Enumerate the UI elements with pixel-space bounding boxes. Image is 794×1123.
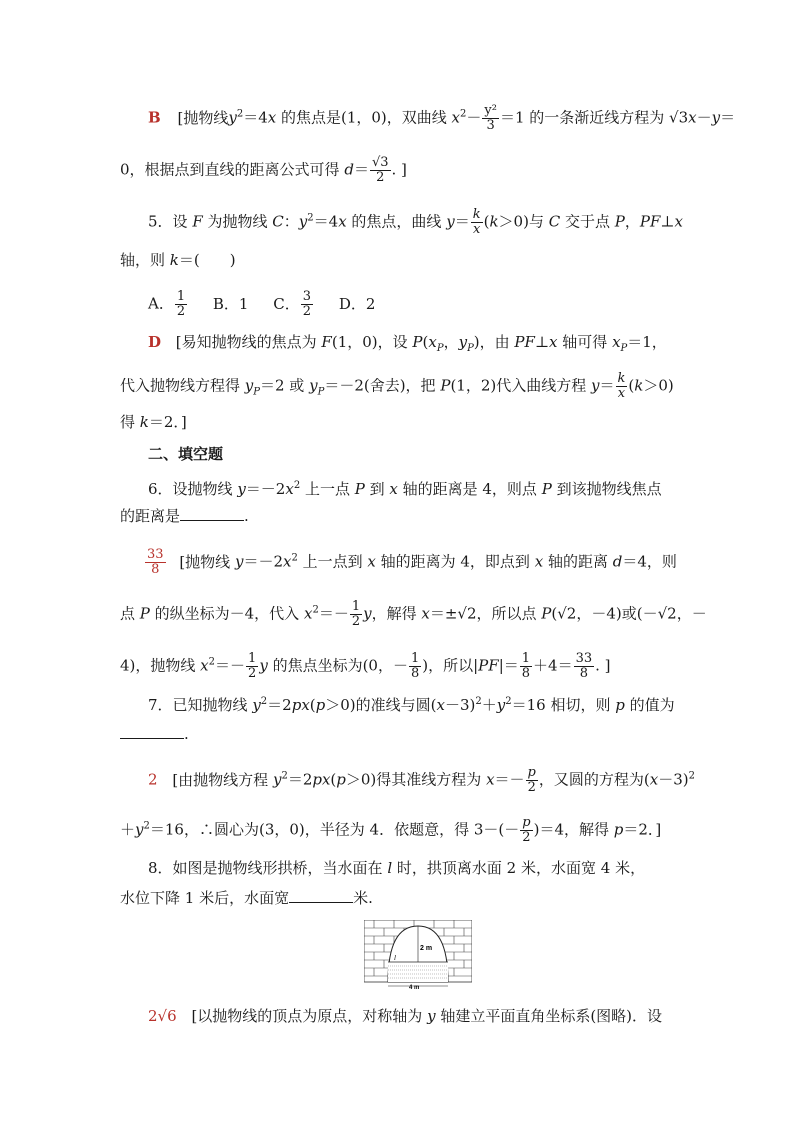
text: 2: [460, 108, 467, 120]
text: [易知抛物线的焦点为: [175, 333, 322, 351]
text: y: [259, 656, 268, 675]
text: y: [228, 108, 237, 127]
fraction: [520, 652, 532, 681]
fraction-numerator: 1: [248, 651, 257, 666]
text: 米.: [353, 889, 373, 907]
text: 轴的距离是 4，则点: [397, 480, 542, 498]
text: PF: [639, 212, 661, 231]
text: x: [436, 696, 445, 714]
fraction-numerator: 1: [410, 651, 420, 666]
fraction-denominator: 2: [522, 830, 531, 845]
height-label: 2 m: [420, 945, 433, 952]
fraction-denominator: 2: [176, 304, 186, 319]
text: x: [367, 552, 376, 571]
text: 轴可得: [557, 333, 613, 351]
text: x: [451, 108, 460, 127]
line-7: [120, 372, 674, 403]
fraction: [370, 156, 391, 185]
text: y: [244, 376, 254, 395]
fraction-numerator: p: [527, 765, 536, 780]
text: x: [389, 480, 398, 498]
text: (: [483, 212, 490, 231]
text: x: [285, 480, 294, 498]
option-c: C．: [273, 294, 300, 313]
text: 得: [120, 413, 140, 431]
text: ＝: [454, 212, 470, 231]
text: ，: [443, 333, 459, 351]
text: 轴，则: [120, 251, 170, 269]
answer-7-line-2: [120, 816, 661, 845]
text: x: [649, 770, 659, 789]
text: P: [354, 480, 365, 498]
answer-label: B: [148, 108, 161, 127]
text: －3): [658, 770, 689, 789]
text: ＝4，解得: [539, 820, 614, 839]
question-8-cont: [120, 888, 373, 908]
fraction-denominator: 2: [376, 170, 385, 185]
answer-6: [144, 548, 677, 577]
question-5: [148, 208, 683, 237]
fraction-numerator: 1: [176, 289, 186, 304]
answer-blank[interactable]: [289, 888, 353, 903]
text: 点: [120, 604, 140, 623]
text: PF: [514, 333, 535, 351]
heading-text: 二、填空题: [148, 445, 224, 463]
text: ＝16，∴圆心为(3，0)，半径为 4．依题意，得 3－: [149, 820, 499, 839]
text: x: [303, 604, 313, 623]
text: |＝: [498, 656, 519, 675]
text: P: [467, 343, 474, 354]
fraction-denominator: 8: [521, 666, 531, 681]
text: y: [711, 108, 721, 127]
fraction: [482, 104, 499, 133]
question-6: [148, 476, 662, 499]
text: P: [317, 386, 325, 398]
text: 的纵坐标为－4，代入: [149, 604, 304, 623]
fraction-numerator: k: [617, 371, 626, 386]
fraction: [301, 290, 313, 319]
text: y: [446, 212, 455, 231]
text: 的焦点坐标为: [267, 656, 363, 675]
answer-label: 2: [148, 770, 158, 789]
text: x: [421, 604, 430, 623]
text: C: [548, 212, 561, 231]
text: 7．已知抛物线: [148, 696, 253, 714]
text: 上一点: [300, 480, 355, 498]
text: P: [412, 333, 423, 351]
text: y: [427, 1007, 436, 1025]
answer-blank[interactable]: [120, 724, 184, 739]
text: P: [541, 480, 552, 498]
text: x: [282, 552, 292, 571]
question-7: [148, 692, 675, 715]
text: ＝±√2，所以点: [429, 604, 542, 623]
answer-label: D: [148, 333, 162, 351]
text: x: [486, 770, 495, 789]
section-heading: [148, 444, 223, 464]
text: l: [387, 859, 393, 877]
line-1: [148, 104, 735, 133]
text: (: [628, 376, 635, 395]
text: [由抛物线方程: [172, 770, 273, 789]
text: )，所以|: [422, 656, 479, 675]
text: (√2，－4)或(－√2，－: [551, 604, 707, 623]
text: ＝2 或: [260, 376, 310, 395]
text: 2: [475, 696, 482, 707]
text: y: [309, 376, 318, 395]
text: ): [533, 820, 540, 839]
text: P: [614, 212, 625, 231]
text: －3): [444, 696, 476, 714]
fraction: [471, 208, 483, 237]
text: 轴的距离: [543, 552, 613, 571]
text: 2: [688, 770, 695, 782]
fraction-numerator: 33: [147, 547, 164, 562]
text: ＝2: [267, 696, 292, 714]
text: . ]: [391, 160, 407, 179]
fraction-denominator: 8: [579, 666, 588, 681]
text: ＝2．]: [623, 820, 662, 839]
text: ＝1，: [627, 333, 667, 351]
text: x: [338, 212, 347, 231]
answer-blank[interactable]: [180, 506, 244, 521]
text: (: [309, 696, 316, 714]
fraction: [409, 652, 421, 681]
answer-8: [148, 1006, 662, 1026]
text: y: [298, 212, 308, 231]
text: 5．设: [148, 212, 193, 231]
text: d: [612, 552, 623, 571]
text: 2: [312, 604, 319, 616]
text: ＞0)的准线与圆(: [325, 696, 437, 714]
text: －: [696, 108, 712, 127]
fraction: [526, 766, 538, 795]
answer-label: 2√6: [148, 1007, 177, 1025]
fraction-numerator: k: [472, 207, 481, 222]
text: ＋4＝: [533, 656, 573, 675]
text: x: [612, 333, 621, 351]
fraction: [350, 600, 362, 629]
text: ，解得: [371, 604, 422, 623]
text: x: [267, 108, 277, 127]
option-a: A．: [148, 294, 174, 313]
answer-6-line-3: [120, 652, 611, 681]
text: x: [688, 108, 697, 127]
text: ＝－: [494, 770, 525, 789]
text: [抛物线: [179, 552, 235, 571]
fraction: [246, 652, 258, 681]
text: P: [541, 604, 552, 623]
text: 到该抛物线焦点: [551, 480, 662, 498]
text: p: [315, 696, 326, 714]
text: ＞0): [643, 376, 674, 395]
text: ＝16 相切，则: [511, 696, 616, 714]
text: ＝－: [318, 604, 349, 623]
text: P: [253, 386, 260, 398]
text: 代入抛物线方程得: [120, 376, 245, 395]
text: y: [363, 604, 372, 623]
text: P: [440, 376, 451, 395]
text: p: [336, 770, 346, 789]
text: (0，－: [362, 656, 408, 675]
text: 0，根据点到直线的距离公式可得: [120, 160, 345, 179]
text: ＝－2: [245, 480, 286, 498]
text: x: [534, 552, 544, 571]
text: P: [436, 343, 444, 354]
text: 8．如图是抛物线形拱桥，当水面在: [148, 859, 388, 877]
text: y: [496, 696, 506, 714]
fraction-denominator: 2: [351, 614, 361, 629]
text: F: [321, 333, 332, 351]
text: 为抛物线: [202, 212, 273, 231]
text: ：: [283, 212, 299, 231]
text: (: [422, 333, 429, 351]
text: (1，0)，设: [331, 333, 413, 351]
text: ＝: [720, 108, 736, 127]
width-label: 4 m: [409, 985, 420, 990]
text: 6．设抛物线: [148, 480, 238, 498]
fraction-denominator: 2: [248, 666, 257, 681]
text: ⊥: [534, 333, 550, 351]
l-label: l: [394, 954, 396, 962]
text: ＋: [120, 820, 136, 839]
water-area: [388, 962, 448, 982]
text: y: [272, 770, 282, 789]
text: [抛物线: [177, 108, 229, 127]
text: p: [613, 820, 624, 839]
fraction-denominator: 2: [527, 780, 536, 795]
text: P: [139, 604, 150, 623]
text: 2: [281, 770, 288, 782]
text: P: [620, 343, 628, 354]
text: x: [549, 333, 558, 351]
text: p: [615, 696, 625, 714]
text: k: [634, 376, 644, 395]
text: ＞0)得其准线方程为: [345, 770, 487, 789]
text: F: [192, 212, 203, 231]
text: y: [591, 376, 600, 395]
text: ＝2．]: [148, 413, 187, 431]
text: ，又圆的方程为(: [538, 770, 650, 789]
text: 上一点到: [297, 552, 368, 571]
text: ＝4，则: [622, 552, 677, 571]
text: 2: [236, 108, 244, 120]
text: 的值为: [624, 696, 675, 714]
text: y: [458, 333, 468, 351]
text: C: [272, 212, 284, 231]
fraction: [616, 372, 628, 401]
text: 2: [260, 696, 268, 707]
text: .: [244, 507, 249, 525]
answer-6-line-2: [120, 600, 707, 629]
fraction-denominator: 3: [486, 118, 495, 133]
fraction-numerator: 1: [351, 599, 361, 614]
text: 交于点: [560, 212, 615, 231]
line-2: [120, 156, 407, 185]
question-8: [148, 858, 645, 878]
fraction-numerator: p: [522, 815, 531, 830]
text: (－: [498, 820, 520, 839]
text: 到: [364, 480, 390, 498]
text: 2: [291, 552, 298, 564]
text: )，由: [473, 333, 515, 351]
text: 的焦点，曲线: [346, 212, 447, 231]
fraction-numerator: 33: [575, 651, 593, 666]
text: 2: [293, 480, 301, 491]
text: 4)，抛物线: [120, 656, 201, 675]
text: 2: [505, 696, 512, 707]
text: ＝: [353, 160, 369, 179]
line-6: [148, 332, 667, 359]
question-5-cont: [120, 250, 236, 270]
text: ＝1 的一条渐近线方程为 √3: [499, 108, 689, 127]
text: ＝2: [287, 770, 313, 789]
fraction-numerator: 3: [302, 289, 312, 304]
text: d: [344, 160, 354, 179]
text: . ]: [595, 656, 611, 675]
text: k: [139, 413, 149, 431]
text: ＋: [481, 696, 497, 714]
text: 轴建立平面直角坐标系(图略)．设: [435, 1007, 663, 1025]
option-b: B．1: [212, 294, 249, 313]
text: 2: [307, 212, 314, 224]
text: (: [330, 770, 337, 789]
question-7-cont: [120, 724, 189, 744]
text: .: [184, 725, 189, 743]
fraction-numerator: 1: [521, 651, 531, 666]
text: 的距离是: [120, 507, 181, 525]
fraction-denominator: x: [617, 386, 626, 401]
text: ＝4: [243, 108, 268, 127]
fraction: [574, 652, 595, 681]
fraction: [520, 816, 532, 845]
fraction-numerator: y²: [484, 103, 497, 118]
text: ＝4: [313, 212, 339, 231]
text: ＞0)与: [498, 212, 549, 231]
line-8: [120, 412, 187, 432]
answer-7: [148, 766, 695, 795]
text: x: [674, 212, 683, 231]
text: [以抛物线的顶点为原点，对称轴为: [191, 1007, 428, 1025]
option-d: D．2: [338, 294, 376, 313]
text: px: [291, 696, 310, 714]
text: ，: [624, 212, 640, 231]
text: 时，拱顶离水面 2 米，水面宽 4 米，: [392, 859, 646, 877]
text: 的焦点是(1，0)，双曲线: [276, 108, 452, 127]
fraction-denominator: 2: [302, 304, 312, 319]
options-row: [148, 290, 375, 319]
fraction-denominator: 8: [151, 562, 160, 577]
text: (1，2)代入曲线方程: [450, 376, 591, 395]
fraction-denominator: 8: [410, 666, 420, 681]
text: y: [237, 480, 246, 498]
text: px: [312, 770, 331, 789]
text: ＝: [599, 376, 615, 395]
fraction-denominator: x: [472, 222, 481, 237]
text: －: [466, 108, 482, 127]
text: 2: [208, 656, 216, 668]
text: ＝－2: [243, 552, 283, 571]
text: y: [234, 552, 244, 571]
arch-bridge-figure: [364, 920, 472, 990]
fraction-numerator: √3: [371, 155, 389, 170]
text: x: [200, 656, 209, 675]
text: PF: [478, 656, 499, 675]
text: ＝( ): [178, 251, 236, 269]
text: k: [489, 212, 499, 231]
text: ＝－: [215, 656, 246, 675]
text: 2: [143, 820, 150, 832]
text: k: [169, 251, 179, 269]
text: 水位下降 1 米后，水面宽: [120, 889, 290, 907]
text: 轴的距离为 4，即点到: [375, 552, 535, 571]
text: y: [252, 696, 261, 714]
answer-fraction: [145, 548, 166, 577]
text: x: [428, 333, 437, 351]
text: ＝－2(舍去)，把: [324, 376, 441, 395]
fraction: [175, 290, 187, 319]
question-6-cont: [120, 506, 249, 526]
text: ⊥: [660, 212, 675, 231]
text: y: [135, 820, 144, 839]
